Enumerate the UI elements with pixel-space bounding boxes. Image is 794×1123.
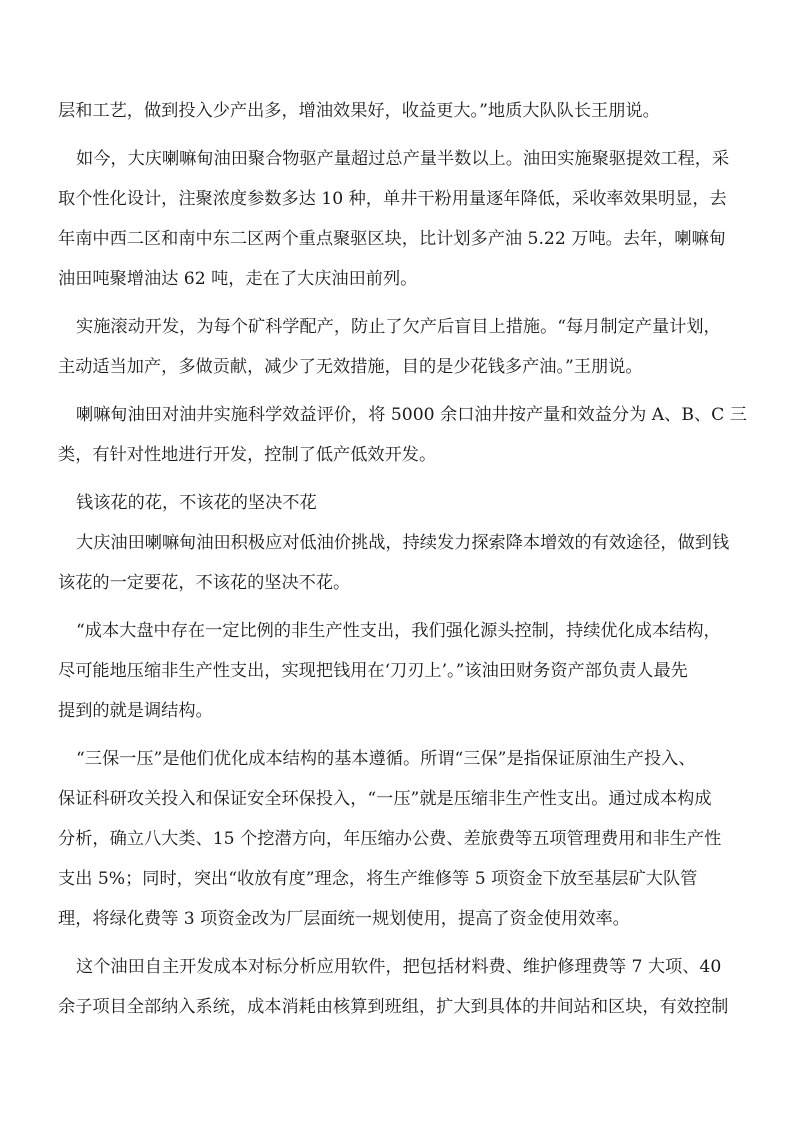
text-line: “三保一压”是他们优化成本结构的基本遵循。所谓“三保”是指保证原油生产投入、 [76,749,696,769]
text-line: 实施滚动开发，为每个矿科学配产，防止了欠产后盲目上措施。“每月制定产量计划， [76,317,721,337]
text-line: 理，将绿化费等 3 项资金改为厂层面统一规划使用，提高了资金使用效率。 [58,909,630,929]
text-line: 这个油田自主开发成本对标分析应用软件，把包括材料费、维护修理费等 7 大项、40 [76,957,722,977]
text-line: 分析，确立八大类、15 个挖潜方向，年压缩办公费、差旅费等五项管理费用和非生产性 [58,829,722,849]
text-line: 层和工艺，做到投入少产出多，增油效果好，收益更大。”地质大队队长王朋说。 [58,101,660,121]
text-line: 主动适当加产，多做贡献，减少了无效措施，目的是少花钱多产油。”王朋说。 [58,357,643,377]
text-line: 年南中西二区和南中东二区两个重点聚驱区块，比计划多产油 5.22 万吨。去年，喇嘛甸 [58,229,726,249]
section-heading: 钱该花的花，不该花的坚决不花 [76,493,317,513]
text-line: 油田吨聚增油达 62 吨，走在了大庆油田前列。 [58,269,418,289]
text-line: “成本大盘中存在一定比例的非生产性支出，我们强化源头控制，持续优化成本结构， [76,621,721,641]
text-line: 支出 5%；同时，突出“收放有度”理念，将生产维修等 5 项资金下放至基层矿大队管 [58,869,698,889]
text-line: 如今，大庆喇嘛甸油田聚合物驱产量超过总产量半数以上。油田实施聚驱提效工程，采 [76,149,730,169]
text-line: 类，有针对性地进行开发，控制了低产低效开发。 [58,445,437,465]
text-line: 取个性化设计，注聚浓度参数多达 10 种，单井干粉用量逐年降低，采收率效果明显，去 [58,189,727,209]
text-line: 提到的就是调结构。 [58,701,213,721]
text-line: 该花的一定要花，不该花的坚决不花。 [58,573,351,593]
text-line: 余子项目全部纳入系统，成本消耗由核算到班组，扩大到具体的井间站和区块，有效控制 [58,997,729,1017]
text-line: 喇嘛甸油田对油井实施科学效益评价，将 5000 余口油井按产量和效益分为 A、B、C 三 [76,405,747,425]
text-line: 大庆油田喇嘛甸油田积极应对低油价挑战，持续发力探索降本增效的有效途径，做到钱 [76,533,730,553]
text-line: 保证科研攻关投入和保证安全环保投入，“一压”就是压缩非生产性支出。通过成本构成 [58,789,712,809]
text-line: 尽可能地压缩非生产性支出，实现把钱用在‘刀刃上’。”该油田财务资产部负责人最先 [58,661,688,681]
